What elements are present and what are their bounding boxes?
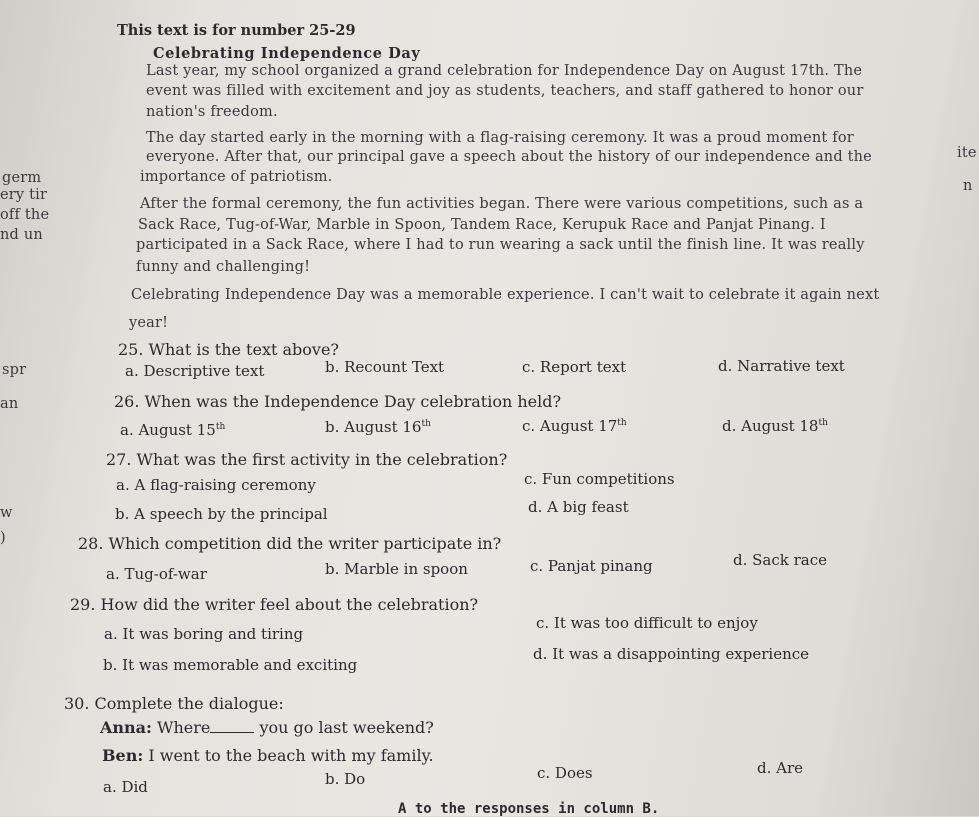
passage-line: Celebrating Independence Day was a memorable experience. I can't wait to celebrate it again next [131,287,880,303]
margin-fragment: ery tir [0,187,48,203]
footer-fragment: A to the responses in column B. [398,801,660,817]
dialogue-anna: Anna: Where you go last weekend? [100,718,434,737]
dialogue-ben: Ben: I went to the beach with my family. [102,746,434,765]
option-29-a[interactable]: a. It was boring and tiring [104,625,304,643]
option-30-c[interactable]: c. Does [537,764,593,782]
margin-fragment: n [963,178,973,194]
question-26: 26. When was the Independence Day celebration held? [114,392,562,411]
option-29-d[interactable]: d. It was a disappointing experience [533,645,810,663]
passage-line: participated in a Sack Race, where I had to run wearing a sack until the finish line. It was really [136,237,865,253]
question-25: 25. What is the text above? [118,340,339,359]
margin-fragment: w [0,505,13,521]
option-29-b[interactable]: b. It was memorable and exciting [103,656,358,674]
option-28-d[interactable]: d. Sack race [733,551,828,569]
option-25-c[interactable]: c. Report text [522,358,627,376]
option-30-d[interactable]: d. Are [757,759,804,777]
passage-line: importance of patriotism. [140,169,333,185]
option-30-b[interactable]: b. Do [325,770,366,788]
passage-line: Sack Race, Tug-of-War, Marble in Spoon, Tandem Race, Kerupuk Race and Panjat Pinang. I [138,217,826,233]
passage-line: After the formal ceremony, the fun activities began. There were various competitions, such as a [140,196,864,212]
question-29: 29. How did the writer feel about the celebration? [70,595,479,614]
option-25-a[interactable]: a. Descriptive text [125,362,265,380]
question-28: 28. Which competition did the writer participate in? [78,534,502,553]
margin-fragment: an [0,396,19,412]
passage-line: event was filled with excitement and joy as students, teachers, and staff gathered to honor our [146,83,864,99]
option-29-c[interactable]: c. It was too difficult to enjoy [536,614,758,632]
question-27: 27. What was the first activity in the celebration? [106,450,508,469]
margin-fragment: nd un [0,227,43,243]
passage-title: Celebrating Independence Day [153,45,421,62]
page-header: This text is for number 25-29 [117,22,356,39]
option-27-a[interactable]: a. A flag-raising ceremony [116,476,316,494]
passage-line: The day started early in the morning with a flag-raising ceremony. It was a proud moment for [146,130,854,146]
option-27-d[interactable]: d. A big feast [528,498,629,516]
option-26-a[interactable]: a. August 15th [120,421,226,439]
margin-fragment: spr [2,362,27,378]
option-28-c[interactable]: c. Panjat pinang [530,557,653,575]
margin-fragment: ) [0,530,6,546]
option-25-b[interactable]: b. Recount Text [325,358,445,376]
option-25-d[interactable]: d. Narrative text [718,357,845,375]
option-27-b[interactable]: b. A speech by the principal [115,505,328,523]
option-30-a[interactable]: a. Did [103,778,148,796]
margin-fragment: off the [0,207,50,223]
option-26-c[interactable]: c. August 17th [522,417,627,435]
passage-line: funny and challenging! [136,259,311,275]
margin-fragment: germ [2,170,42,186]
option-26-b[interactable]: b. August 16th [325,418,431,436]
option-28-b[interactable]: b. Marble in spoon [325,560,468,578]
question-30: 30. Complete the dialogue: [64,694,284,713]
passage-line: nation's freedom. [146,104,278,120]
answer-blank[interactable] [210,720,254,733]
passage-line: Last year, my school organized a grand celebration for Independence Day on August 17th. The [146,63,863,79]
option-28-a[interactable]: a. Tug-of-war [106,565,207,583]
margin-fragment: ite [957,145,977,161]
option-26-d[interactable]: d. August 18th [722,417,828,435]
passage-line: everyone. After that, our principal gave a speech about the history of our independence and the [146,149,872,165]
option-27-c[interactable]: c. Fun competitions [524,470,675,488]
passage-line: year! [129,315,169,331]
